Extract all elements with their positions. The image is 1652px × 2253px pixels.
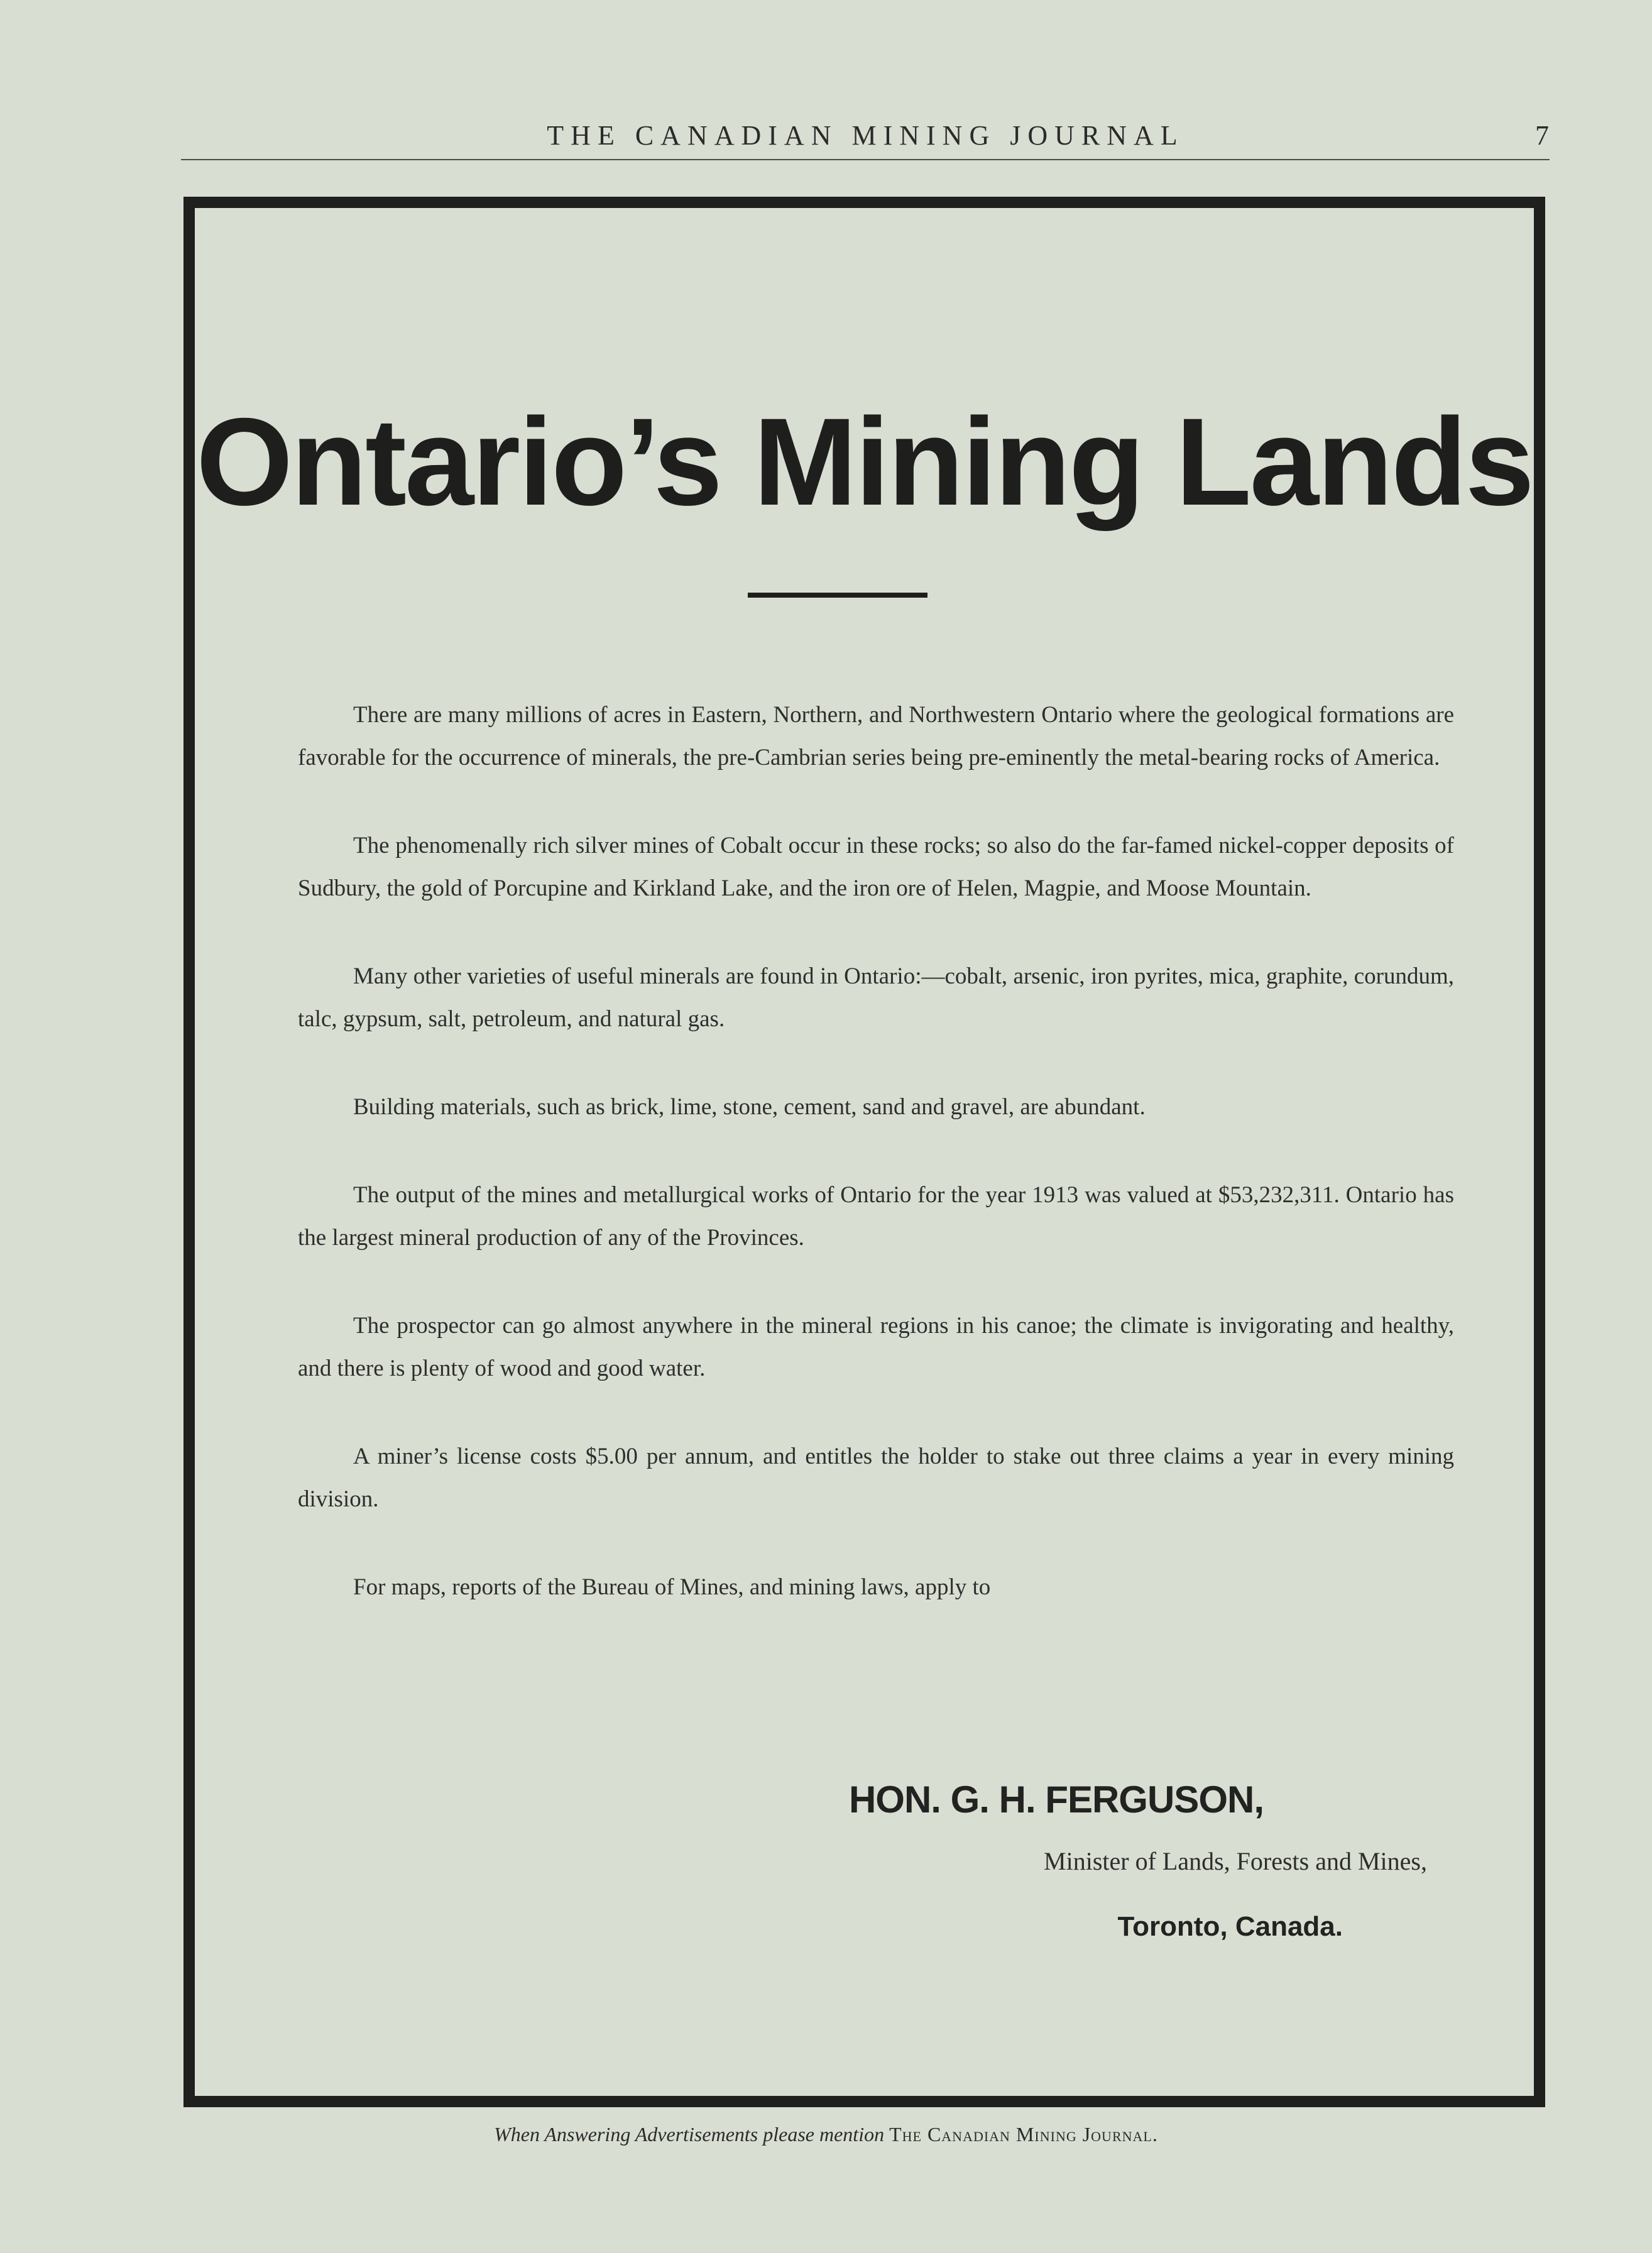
paragraph: A miner’s license costs $5.00 per annum, and entitles the holder to stake out three claims a year in every mining division. [298,1444,1454,1512]
paragraph: There are many millions of acres in Eastern, Northern, and Northwestern Ontario where the geological formations are favorable for the occurrence of minerals, the pre-Cambrian series being pre-eminently the metal-bearing rocks of America. [298,702,1454,770]
header-rule [181,159,1550,160]
advertisement-body [298,694,1454,1654]
paragraph: The output of the mines and metallurgical works of Ontario for the year 1913 was valued at $53,232,311. Ontario has the largest mineral production of any of the Provinces. [298,1182,1454,1251]
page-footer [0,2123,1652,2146]
advertisement-title: Ontario’s Mining Lands [196,392,1533,531]
signatory-name: HON. G. H. FERGUSON, [848,1779,1264,1821]
paragraph: Many other varieties of useful minerals are found in Ontario:—cobalt, arsenic, iron pyrites, mica, graphite, corundum, talc, gypsum, salt, petroleum, and natural gas. [298,963,1454,1032]
paragraph: For maps, reports of the Bureau of Mines, and mining laws, apply to [353,1574,991,1600]
paragraph: The phenomenally rich silver mines of Cobalt occur in these rocks; so also do the far-famed nickel-copper deposits of Sudbury, the gold of Porcupine and Kirkland Lake, and the iron ore of Helen, Magpie, and Moose Mountain. [298,833,1454,901]
footer-note: When Answering Advertisements please mention [494,2123,885,2146]
paragraph: The prospector can go almost anywhere in the mineral regions in his canoe; the climate is invigorating and healthy, and there is plenty of wood and good water. [298,1313,1454,1381]
paragraph: Building materials, such as brick, lime, stone, cement, sand and gravel, are abundant. [353,1094,1146,1120]
advertisement-frame [183,197,1545,2107]
page-header [182,119,1549,163]
footer-journal-name: The Canadian Mining Journal. [889,2123,1158,2146]
signatory-location: Toronto, Canada. [1117,1911,1343,1942]
page-number: 7 [1535,120,1549,151]
running-head-title: THE CANADIAN MINING JOURNAL [547,120,1184,151]
signature-block [849,1778,1427,1943]
title-underline [748,593,927,598]
signatory-title: Minister of Lands, Forests and Mines, [1044,1847,1427,1875]
